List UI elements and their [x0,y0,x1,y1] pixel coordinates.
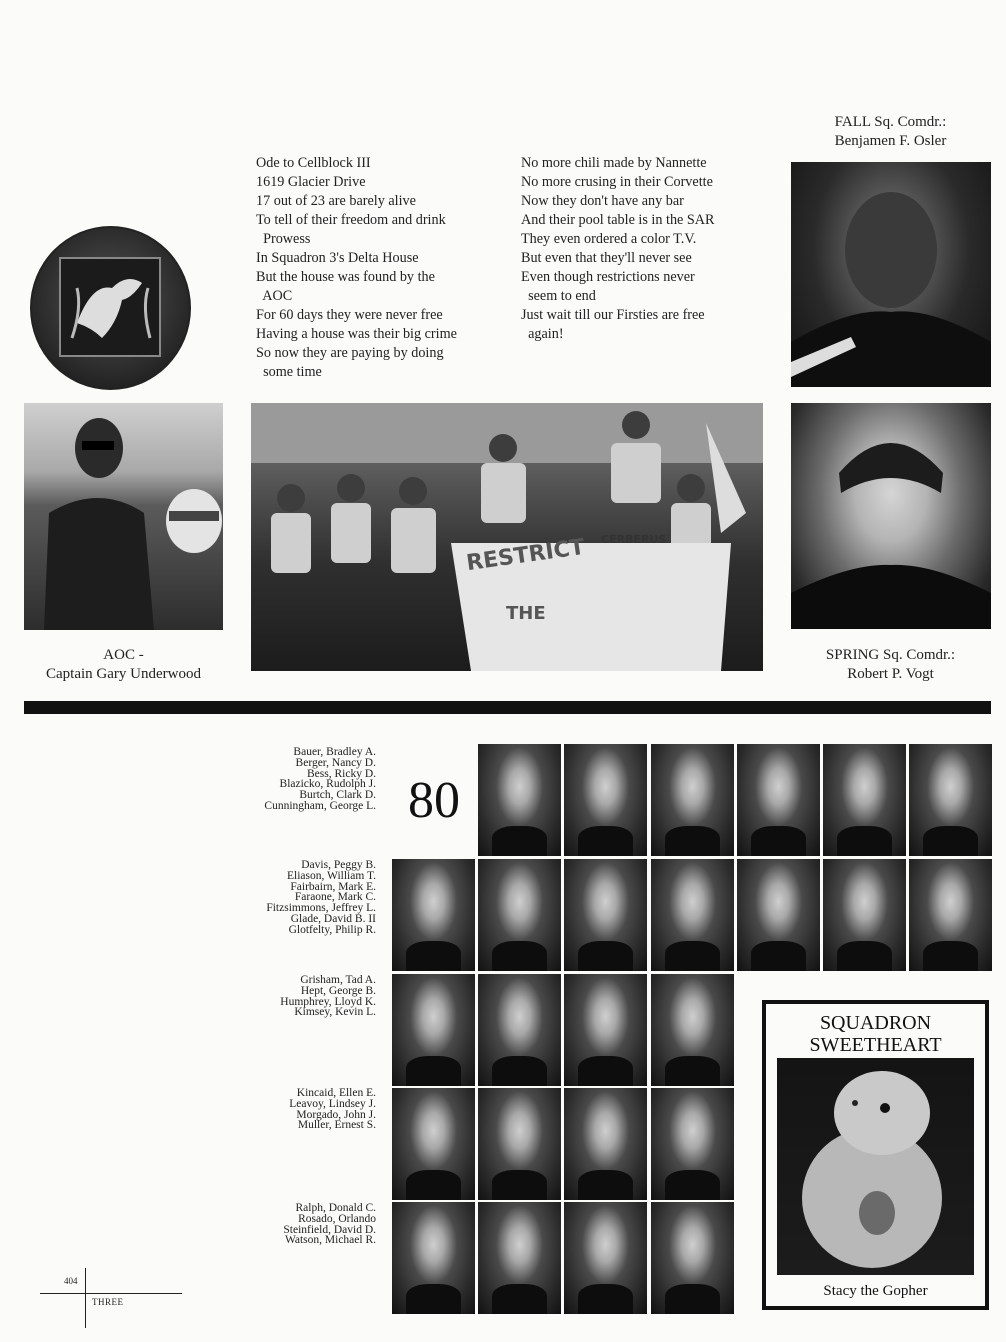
poem-line: So now they are paying by doing [256,345,444,361]
poem-line: Just wait till our Firsties are free [521,307,705,323]
fall-commander-title: FALL Sq. Comdr.: [834,114,947,130]
roster-name: Morgado, John J. [296,1108,376,1121]
roster-name: Bauer, Bradley A. [293,746,376,758]
cadet-portrait [651,859,734,971]
cadet-portrait [564,744,647,856]
poem-line: Ode to Cellblock III [256,155,371,171]
sweetheart-photo [777,1058,974,1275]
fall-commander-caption [790,113,991,151]
roster-group-4 [289,1088,376,1131]
poem-line: But the house was found by the [256,269,435,285]
roster-name: Davis, Peggy B. [301,859,376,871]
banner-text-the: THE [506,603,546,624]
roster-name: Grisham, Tad A. [300,974,376,986]
cadet-portrait [392,1202,475,1314]
class-year: 80 [408,772,460,829]
poem-line: And their pool table is in the SAR [521,212,715,228]
squadron-patch [30,226,191,390]
roster-name: Berger, Nancy D. [295,756,376,769]
poem-line: some time [256,364,322,380]
spring-commander-title: SPRING Sq. Comdr.: [825,647,956,663]
roster-name: Glotfelty, Philip R. [288,923,376,936]
roster-group-3 [280,975,376,1018]
cadet-portrait [909,744,992,856]
poem-line: Now they don't have any bar [521,193,684,209]
roster-group-5 [283,1203,376,1246]
cadet-portrait [737,859,820,971]
cadet-portrait [478,1088,561,1200]
aoc-caption [24,646,223,684]
roster-name: Fairbairn, Mark E. [290,880,376,893]
page-number: 404 [64,1276,78,1286]
roster-name: Ralph, Donald C. [295,1202,376,1214]
roster-name: Glade, David B. II [290,912,376,925]
sweetheart-caption: Stacy the Gopher [823,1283,928,1299]
cadet-portrait [392,859,475,971]
roster-name: Leavoy, Lindsey J. [289,1097,376,1110]
cadet-portrait [392,974,475,1086]
fall-commander-name: Benjamen F. Osler [834,133,947,149]
poem-line: But even that they'll never see [521,250,692,266]
poem-left [256,154,457,382]
aoc-figure-icon [24,403,223,630]
roster-name: Muller, Ernest S. [297,1119,376,1132]
aoc-photo [24,403,223,630]
group-figures-icon [251,403,763,671]
sweetheart-box [762,1000,989,1310]
cadet-portrait [478,744,561,856]
gopher-plush-icon [777,1058,974,1275]
cadet-portrait [823,859,906,971]
fall-commander-photo [791,162,991,387]
banner-text-restrict: RESTRICT [464,534,587,577]
roster-name: Fitzsimmons, Jeffrey L. [266,902,376,915]
cadet-portrait [737,744,820,856]
section-label: THREE [92,1297,124,1307]
section-divider [24,701,991,714]
poem-right [521,154,715,344]
roster-name: Watson, Michael R. [284,1234,376,1247]
cadet-portrait [564,974,647,1086]
roster-name: Kincaid, Ellen E. [296,1087,376,1099]
portrait-figure-icon [791,162,991,387]
cadet-portrait [392,1088,475,1200]
spring-commander-name: Robert P. Vogt [847,666,934,682]
roster-name: Rosado, Orlando [298,1212,376,1225]
poem-line: In Squadron 3's Delta House [256,250,419,266]
roster-name: Humphrey, Lloyd K. [280,995,376,1008]
cadet-portrait [651,1202,734,1314]
aoc-title: AOC - [103,647,144,663]
poem-line: No more chili made by Nannette [521,155,707,171]
cadet-portrait [564,1202,647,1314]
poem-line: No more crusing in their Corvette [521,174,713,190]
sweetheart-title-line2: SWEETHEART [809,1034,942,1056]
cadet-portrait [564,1088,647,1200]
sweetheart-title [766,1012,985,1056]
poem-line: Even though restrictions never [521,269,695,285]
group-photo [251,403,763,671]
poem-line: Having a house was their big crime [256,326,457,342]
poem-line: seem to end [521,288,596,304]
spring-commander-photo [791,403,991,629]
cadet-portrait [564,859,647,971]
poem-line: Prowess [256,231,311,247]
roster-group-2 [266,860,376,936]
roster-name: Steinfield, David D. [283,1223,376,1236]
footer-rule-horizontal [40,1293,182,1294]
poem-line: 17 out of 23 are barely alive [256,193,416,209]
poem-line: For 60 days they were never free [256,307,443,323]
roster-name: Hept, George B. [300,984,376,997]
roster-name: Cunningham, George L. [264,799,376,812]
roster-name: Faraone, Mark C. [294,891,376,904]
aoc-name: Captain Gary Underwood [46,666,201,682]
cadet-portrait [651,744,734,856]
cadet-portrait [823,744,906,856]
poem-line: To tell of their freedom and drink [256,212,446,228]
poem-line: They even ordered a color T.V. [521,231,697,247]
cadet-portrait [478,1202,561,1314]
poem-line: again! [521,326,564,342]
cadet-portrait [909,859,992,971]
cadet-portrait [651,974,734,1086]
roster-name: Blazicko, Rudolph J. [279,778,376,791]
roster-name: Bess, Ricky D. [307,767,376,780]
cadet-portrait [478,974,561,1086]
footer-rule-vertical [85,1268,86,1328]
roster-group-1 [264,747,376,812]
banner-text-cerberus: CERBERUS [601,533,667,546]
roster-name: Eliason, William T. [287,869,376,882]
poem-line: AOC [256,288,293,304]
poem-line: 1619 Glacier Drive [256,174,366,190]
cadet-portrait [478,859,561,971]
spring-commander-caption [790,646,991,684]
cadet-portrait [651,1088,734,1200]
roster-name: Burtch, Clark D. [299,789,376,802]
sweetheart-title-line1: SQUADRON [819,1012,932,1034]
cerberus-emblem-icon [32,228,189,388]
portrait-figure-icon [791,403,991,629]
roster-name: Kimsey, Kevin L. [294,1006,376,1019]
